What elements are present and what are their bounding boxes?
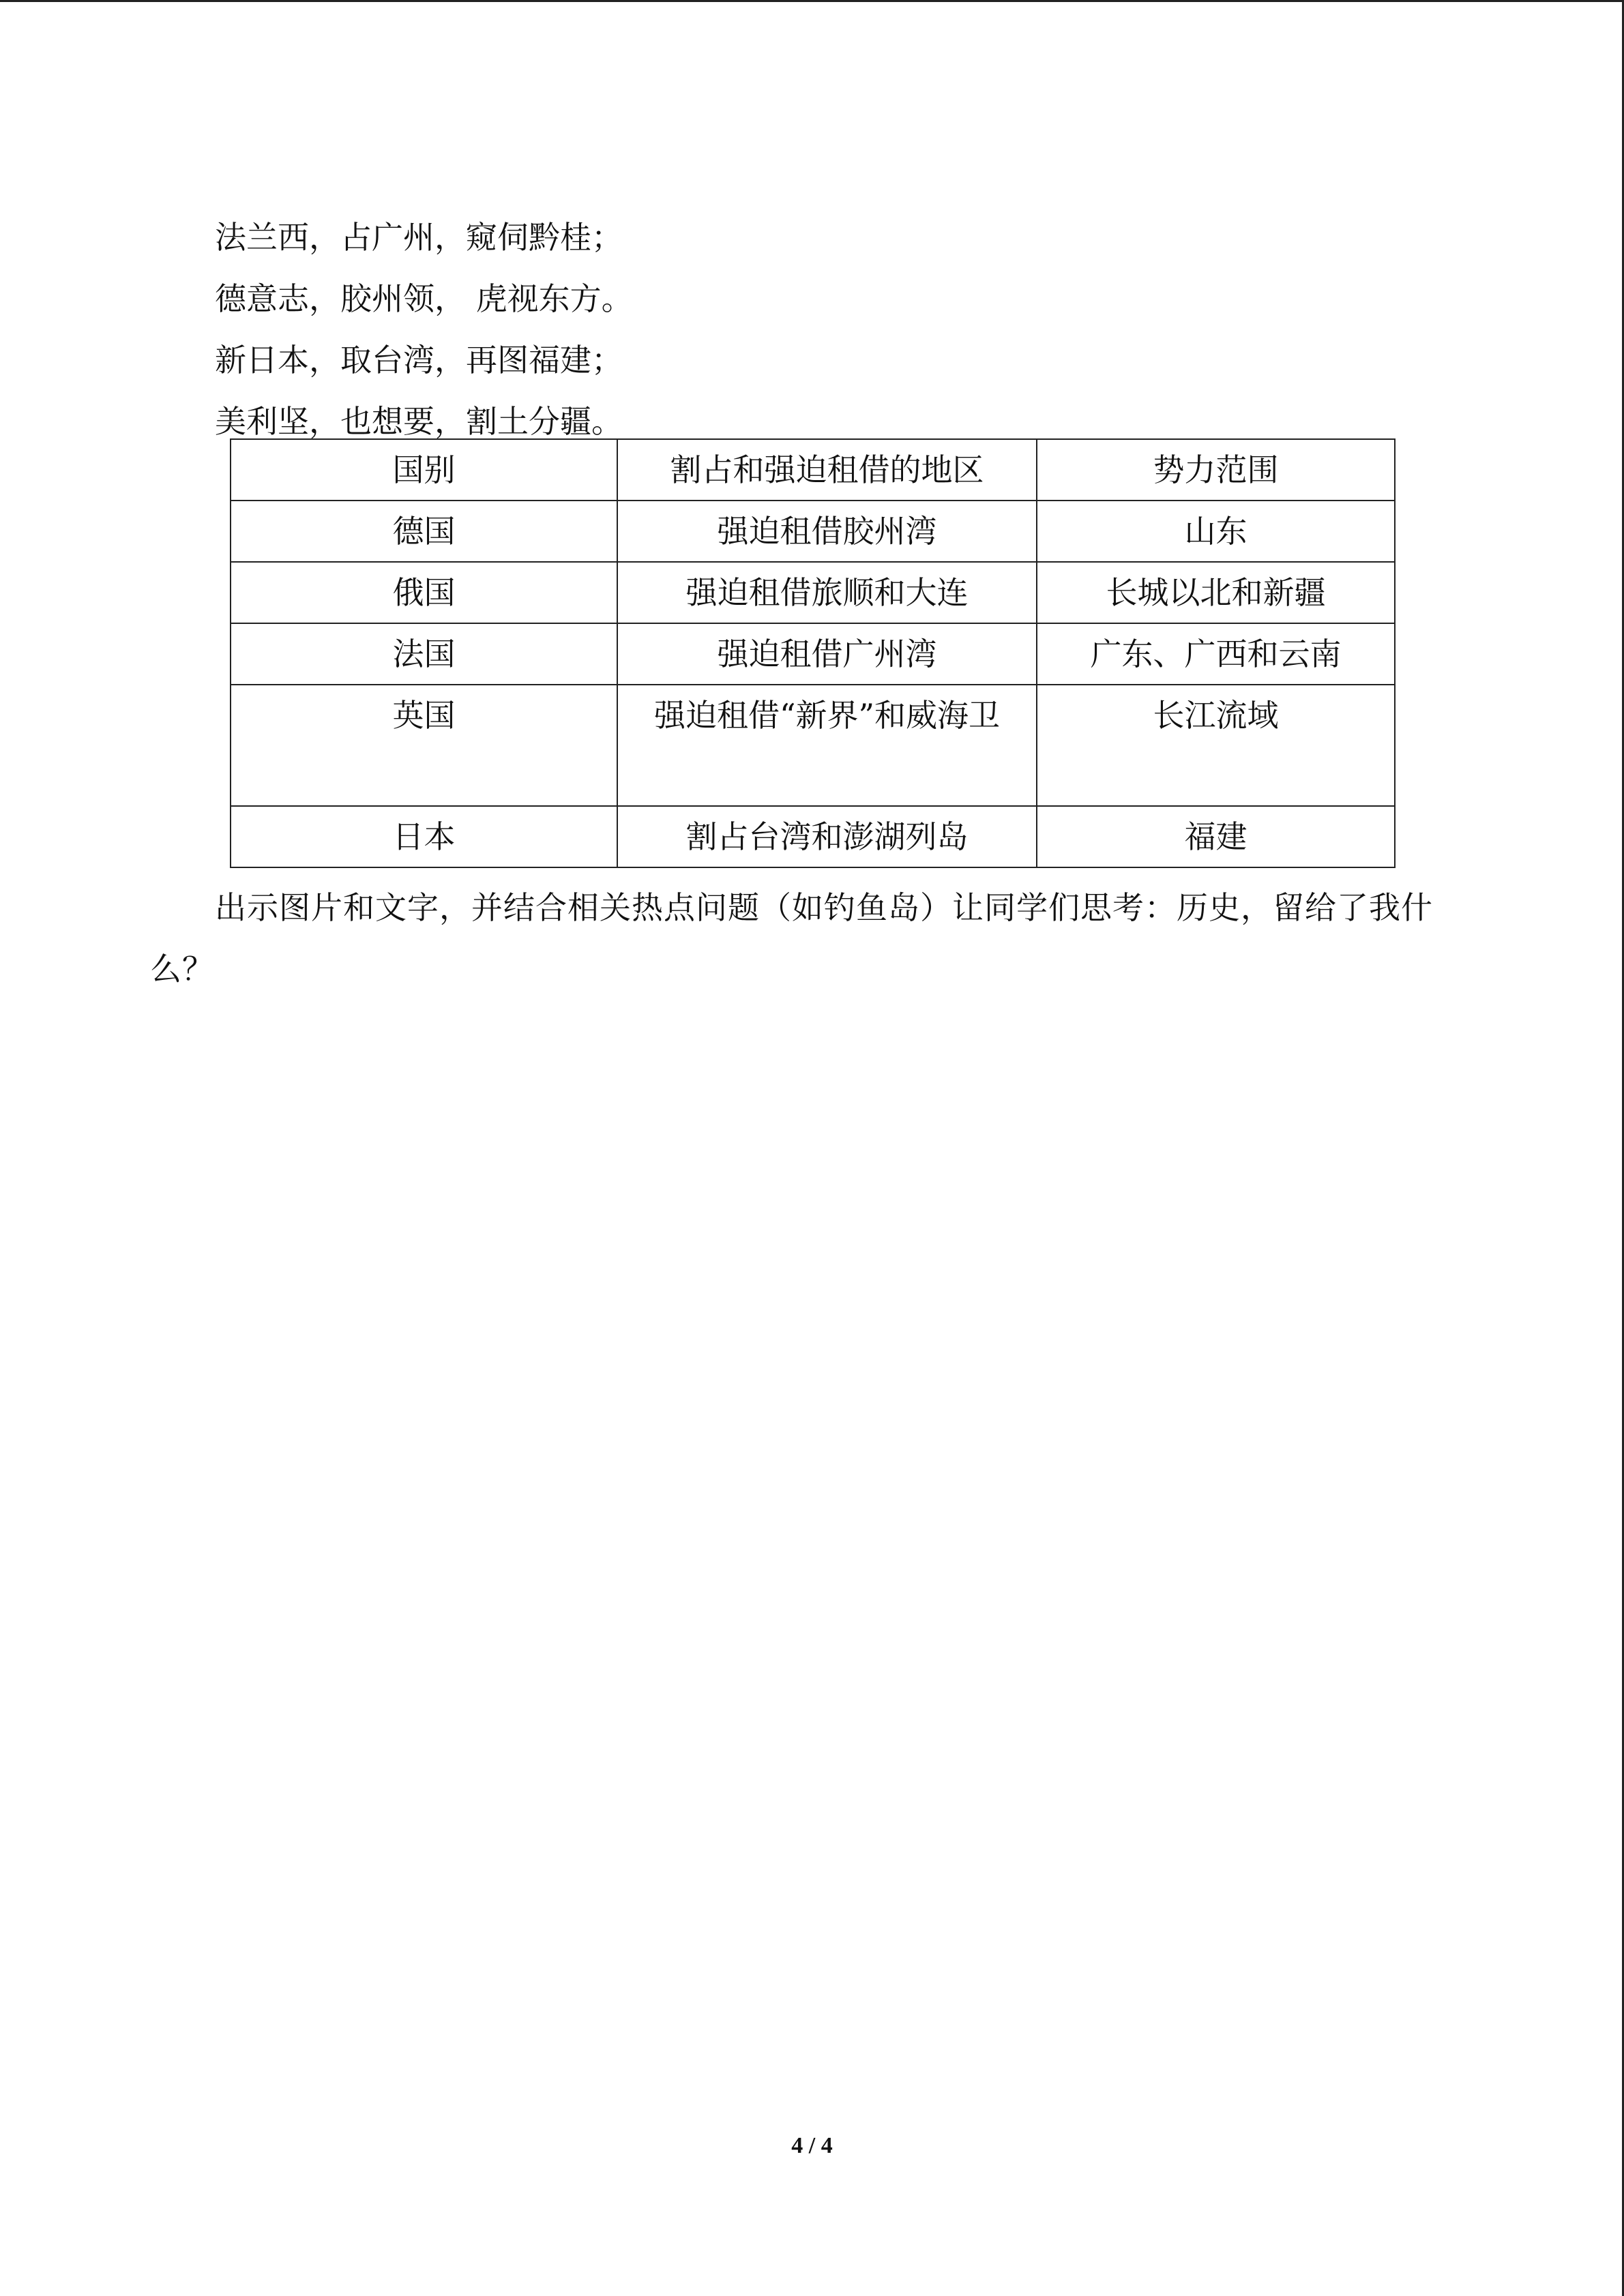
poem-line: 美利坚，也想要，割土分疆。 — [215, 403, 623, 440]
cell-sphere: 长城以北和新疆 — [1037, 562, 1395, 623]
header-country: 国别 — [231, 439, 617, 501]
table-row — [231, 806, 1395, 867]
cell-country: 日本 — [231, 806, 617, 867]
table-header-row — [231, 439, 1395, 501]
cell-occupied-area: 强迫租借旅顺和大连 — [617, 562, 1037, 623]
cell-sphere: 广东、广西和云南 — [1037, 623, 1395, 685]
poem-line: 法兰西，占广州，窥伺黔桂； — [215, 219, 623, 256]
cell-sphere: 长江流域 — [1037, 685, 1395, 806]
header-occupied-areas: 割占和强迫租借的地区 — [617, 439, 1037, 501]
table-row — [231, 501, 1395, 562]
cell-country: 俄国 — [231, 562, 617, 623]
cell-country: 德国 — [231, 501, 617, 562]
regions-table — [230, 438, 1396, 868]
cell-sphere: 福建 — [1037, 806, 1395, 867]
cell-occupied-area: 强迫租借“新界”和威海卫 — [617, 685, 1037, 806]
cell-occupied-area: 强迫租借胶州湾 — [617, 501, 1037, 562]
cell-occupied-area: 割占台湾和澎湖列岛 — [617, 806, 1037, 867]
poem-line: 德意志，胶州领， 虎视东方。 — [215, 280, 633, 317]
poem — [215, 207, 1511, 452]
header-sphere-of-influence: 势力范围 — [1037, 439, 1395, 501]
closing-paragraph: 出示图片和文字，并结合相关热点问题（如钓鱼岛）让同学们思考：历史，留给了我什么？ — [150, 889, 1433, 987]
page-number: 4 / 4 — [791, 2133, 833, 2158]
cell-country: 英国 — [231, 685, 617, 806]
cell-country: 法国 — [231, 623, 617, 685]
poem-line: 新日本，取台湾，再图福建； — [215, 342, 623, 378]
cell-occupied-area: 强迫租借广州湾 — [617, 623, 1037, 685]
regions-table-wrapper — [230, 438, 1394, 868]
cell-sphere: 山东 — [1037, 501, 1395, 562]
table-row — [231, 685, 1395, 806]
table-row — [231, 562, 1395, 623]
table-row — [231, 623, 1395, 685]
